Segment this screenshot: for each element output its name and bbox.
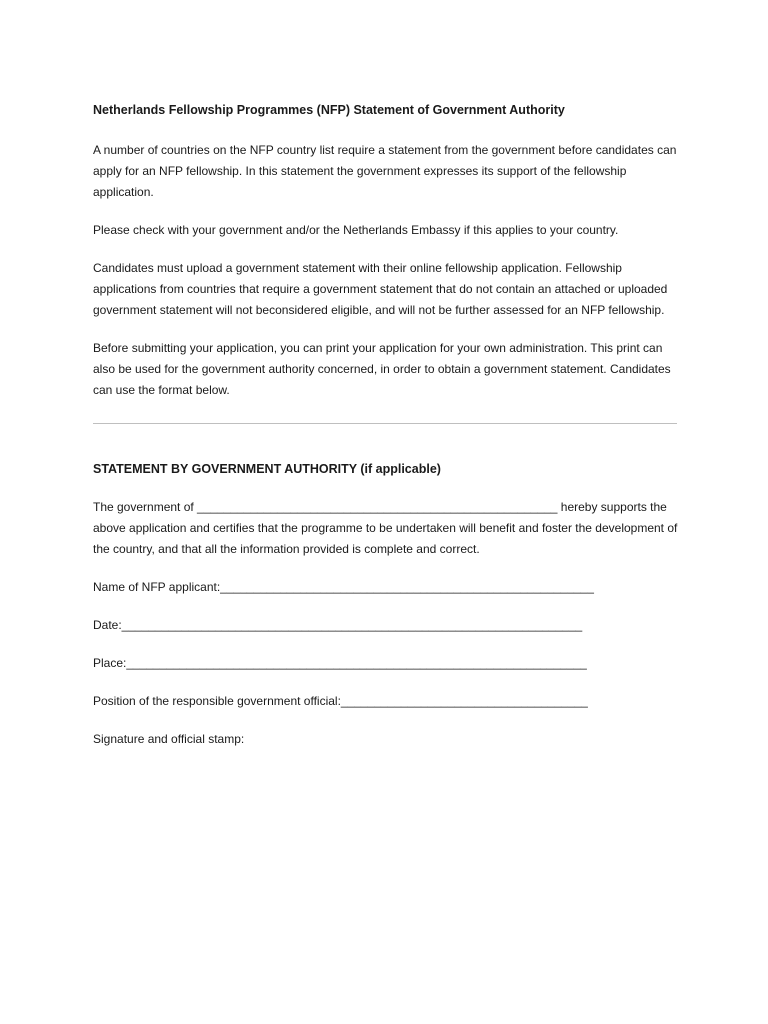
- field-applicant-name: Name of NFP applicant:________________________________________________________: [93, 580, 594, 594]
- paragraph-print: Before submitting your application, you can print your application for your own administration. This print can also be used for the government authority concerned, in order to obtain a government statement. Candidates can use the format below.: [93, 341, 671, 397]
- field-date: Date:_____________________________________________________________________: [93, 618, 583, 632]
- document-page: [93, 100, 683, 750]
- paragraph-check: Please check with your government and/or the Netherlands Embassy if this applies to your country.: [93, 223, 619, 237]
- document-title: Netherlands Fellowship Programmes (NFP) Statement of Government Authority: [93, 103, 565, 117]
- statement-heading: STATEMENT BY GOVERNMENT AUTHORITY (if applicable): [93, 462, 441, 476]
- field-place: Place:_____________________________________________________________________: [93, 656, 587, 670]
- statement-body: The government of ______________________________________________________ hereby supports the above application and certifies that the programme to be undertaken will benefit and foster the development of the country, and that all the information provided is complete and correct.: [93, 500, 678, 556]
- paragraph-intro: A number of countries on the NFP country list require a statement from the government before candidates can apply for an NFP fellowship. In this statement the government expresses its support of the fellowship application.: [93, 143, 677, 199]
- field-signature-stamp: Signature and official stamp:: [93, 732, 245, 746]
- paragraph-upload: Candidates must upload a government statement with their online fellowship application. Fellowship applications from countries that require a government statement that do not contain an attached or uploaded government statement will not beconsidered eligible, and will not be further assessed for an NFP fellowship.: [93, 261, 668, 317]
- field-official-position: Position of the responsible government official:_____________________________________: [93, 694, 588, 708]
